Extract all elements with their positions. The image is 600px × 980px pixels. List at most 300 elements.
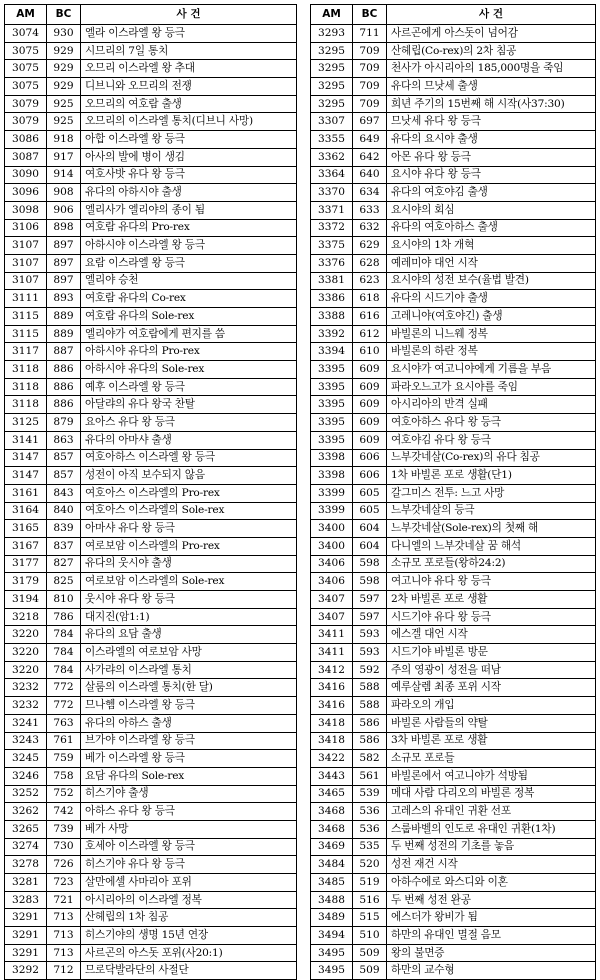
table-row xyxy=(5,644,297,662)
event-cell: 엘라 이스라엘 왕 등극 xyxy=(81,25,297,43)
bc-cell: 759 xyxy=(47,750,81,768)
bc-cell: 713 xyxy=(47,909,81,927)
bc-cell: 628 xyxy=(353,254,387,272)
table-row xyxy=(5,378,297,396)
event-cell: 왕의 불면증 xyxy=(387,944,596,962)
bc-cell: 605 xyxy=(353,484,387,502)
table-row xyxy=(5,113,297,131)
table-header-row xyxy=(311,5,596,25)
table-row xyxy=(311,697,596,715)
event-column-header: 사 건 xyxy=(81,5,297,25)
table-row xyxy=(311,520,596,538)
event-cell: 에스겔 대언 시작 xyxy=(387,626,596,644)
event-cell: 여호아하스 이스라엘 왕 등극 xyxy=(81,449,297,467)
bc-cell: 742 xyxy=(47,803,81,821)
am-cell: 3407 xyxy=(311,591,353,609)
bc-cell: 510 xyxy=(353,927,387,945)
event-cell: 다니엘의 느부갓네살 꿈 해석 xyxy=(387,537,596,555)
am-cell: 3407 xyxy=(311,608,353,626)
table-row xyxy=(5,891,297,909)
bc-column-header: BC xyxy=(353,5,387,25)
event-cell: 히스기야 출생 xyxy=(81,785,297,803)
bc-cell: 515 xyxy=(353,909,387,927)
event-cell: 시드기야 바빌론 방문 xyxy=(387,644,596,662)
table-row xyxy=(311,573,596,591)
bc-cell: 582 xyxy=(353,750,387,768)
am-cell: 3291 xyxy=(5,909,47,927)
table-row xyxy=(311,537,596,555)
event-cell: 산헤립의 1차 침공 xyxy=(81,909,297,927)
am-cell: 3111 xyxy=(5,290,47,308)
am-cell: 3411 xyxy=(311,644,353,662)
am-cell: 3107 xyxy=(5,254,47,272)
bc-cell: 609 xyxy=(353,396,387,414)
bc-cell: 711 xyxy=(353,25,387,43)
am-cell: 3362 xyxy=(311,148,353,166)
table-row xyxy=(5,502,297,520)
table-row xyxy=(5,201,297,219)
am-cell: 3495 xyxy=(311,944,353,962)
am-cell: 3220 xyxy=(5,661,47,679)
am-cell: 3220 xyxy=(5,626,47,644)
bc-cell: 606 xyxy=(353,467,387,485)
event-cell: 성전이 아직 보수되지 않음 xyxy=(81,467,297,485)
bc-cell: 536 xyxy=(353,803,387,821)
table-row xyxy=(311,201,596,219)
left-chronology-table xyxy=(4,4,297,980)
event-cell: 고레스의 유대인 귀환 선포 xyxy=(387,803,596,821)
event-cell: 에스더가 왕비가 됨 xyxy=(387,909,596,927)
am-cell: 3164 xyxy=(5,502,47,520)
am-cell: 3218 xyxy=(5,608,47,626)
bc-cell: 925 xyxy=(47,95,81,113)
event-cell: 여고니야 유다 왕 등극 xyxy=(387,573,596,591)
am-cell: 3232 xyxy=(5,679,47,697)
bc-cell: 721 xyxy=(47,891,81,909)
table-row xyxy=(5,237,297,255)
table-row xyxy=(311,803,596,821)
table-row xyxy=(5,131,297,149)
bc-cell: 929 xyxy=(47,42,81,60)
bc-cell: 633 xyxy=(353,201,387,219)
am-cell: 3376 xyxy=(311,254,353,272)
event-cell: 유다의 아하스 출생 xyxy=(81,714,297,732)
bc-cell: 593 xyxy=(353,644,387,662)
table-row xyxy=(311,95,596,113)
event-cell: 여호아하스 유다 왕 등극 xyxy=(387,414,596,432)
bc-cell: 709 xyxy=(353,42,387,60)
table-row xyxy=(311,131,596,149)
bc-cell: 649 xyxy=(353,131,387,149)
table-row xyxy=(311,290,596,308)
bc-cell: 609 xyxy=(353,361,387,379)
table-row xyxy=(311,237,596,255)
event-cell: 엘리야가 여호람에게 편지를 씀 xyxy=(81,325,297,343)
bc-cell: 606 xyxy=(353,449,387,467)
am-cell: 3406 xyxy=(311,555,353,573)
am-cell: 3364 xyxy=(311,166,353,184)
event-cell: 아달랴의 유다 왕국 찬탈 xyxy=(81,396,297,414)
table-row xyxy=(5,573,297,591)
table-row xyxy=(5,856,297,874)
event-cell: 오므리 이스라엘 왕 추대 xyxy=(81,60,297,78)
table-row xyxy=(5,361,297,379)
table-row xyxy=(5,467,297,485)
table-row xyxy=(311,219,596,237)
am-cell: 3079 xyxy=(5,113,47,131)
table-row xyxy=(5,838,297,856)
bc-cell: 586 xyxy=(353,732,387,750)
bc-cell: 629 xyxy=(353,237,387,255)
event-cell: 유다의 아하시야 출생 xyxy=(81,184,297,202)
am-cell: 3265 xyxy=(5,820,47,838)
bc-cell: 509 xyxy=(353,962,387,980)
am-cell: 3411 xyxy=(311,626,353,644)
event-cell: 살만에셀 사마리아 포위 xyxy=(81,874,297,892)
event-cell: 두 번째 성전의 기초를 놓음 xyxy=(387,838,596,856)
bc-cell: 893 xyxy=(47,290,81,308)
table-row xyxy=(5,714,297,732)
event-cell: 아하시야 이스라엘 왕 등극 xyxy=(81,237,297,255)
table-row xyxy=(5,537,297,555)
table-row xyxy=(311,42,596,60)
bc-cell: 730 xyxy=(47,838,81,856)
event-cell: 고레니야(여호야긴) 출생 xyxy=(387,308,596,326)
bc-cell: 929 xyxy=(47,60,81,78)
event-cell: 바빌론 사람들의 약탈 xyxy=(387,714,596,732)
am-cell: 3147 xyxy=(5,449,47,467)
am-cell: 3087 xyxy=(5,148,47,166)
event-cell: 느부갓네살(Co-rex)의 유다 침공 xyxy=(387,449,596,467)
event-cell: 요아스 유다 왕 등극 xyxy=(81,414,297,432)
bc-cell: 839 xyxy=(47,520,81,538)
bc-cell: 604 xyxy=(353,520,387,538)
bc-cell: 612 xyxy=(353,325,387,343)
bc-cell: 592 xyxy=(353,661,387,679)
table-row xyxy=(5,962,297,980)
event-cell: 므로닥발라단의 사절단 xyxy=(81,962,297,980)
am-cell: 3246 xyxy=(5,767,47,785)
table-row xyxy=(311,626,596,644)
event-cell: 두 번째 성전 완공 xyxy=(387,891,596,909)
table-row xyxy=(5,308,297,326)
am-cell: 3115 xyxy=(5,308,47,326)
am-cell: 3118 xyxy=(5,396,47,414)
bc-cell: 516 xyxy=(353,891,387,909)
am-cell: 3394 xyxy=(311,343,353,361)
event-cell: 요시야의 성전 보수(율법 발견) xyxy=(387,272,596,290)
event-cell: 파라오의 개입 xyxy=(387,697,596,715)
am-cell: 3381 xyxy=(311,272,353,290)
bc-cell: 609 xyxy=(353,378,387,396)
am-cell: 3295 xyxy=(311,42,353,60)
table-row xyxy=(311,78,596,96)
event-cell: 여호아스 이스라엘의 Sole-rex xyxy=(81,502,297,520)
am-cell: 3075 xyxy=(5,42,47,60)
am-cell: 3283 xyxy=(5,891,47,909)
table-row xyxy=(5,803,297,821)
table-row xyxy=(311,644,596,662)
am-cell: 3274 xyxy=(5,838,47,856)
am-cell: 3400 xyxy=(311,520,353,538)
table-row xyxy=(5,767,297,785)
table-row xyxy=(311,148,596,166)
event-cell: 요시야 유다 왕 등극 xyxy=(387,166,596,184)
am-cell: 3194 xyxy=(5,591,47,609)
table-row xyxy=(311,838,596,856)
event-cell: 스룹바벨의 인도로 유대인 귀환(1차) xyxy=(387,820,596,838)
event-cell: 느부갓네살(Sole-rex)의 첫째 해 xyxy=(387,520,596,538)
table-row xyxy=(311,820,596,838)
am-cell: 3392 xyxy=(311,325,353,343)
table-row xyxy=(5,626,297,644)
bc-cell: 837 xyxy=(47,537,81,555)
bc-cell: 588 xyxy=(353,679,387,697)
event-cell: 디브니와 오므리의 전쟁 xyxy=(81,78,297,96)
event-cell: 유다의 웃시야 출생 xyxy=(81,555,297,573)
am-cell: 3395 xyxy=(311,396,353,414)
event-cell: 오므리의 여호람 출생 xyxy=(81,95,297,113)
table-row xyxy=(311,484,596,502)
bc-cell: 840 xyxy=(47,502,81,520)
table-row xyxy=(5,78,297,96)
am-cell: 3177 xyxy=(5,555,47,573)
table-row xyxy=(5,679,297,697)
am-cell: 3418 xyxy=(311,714,353,732)
event-cell: 여호람 유다의 Pro-rex xyxy=(81,219,297,237)
event-cell: 사르곤에게 아스돗이 넘어감 xyxy=(387,25,596,43)
event-cell: 웃시야 유다 왕 등극 xyxy=(81,591,297,609)
table-row xyxy=(5,449,297,467)
table-row xyxy=(311,449,596,467)
event-cell: 여호람 유다의 Sole-rex xyxy=(81,308,297,326)
table-row xyxy=(5,697,297,715)
table-row xyxy=(5,325,297,343)
am-cell: 3399 xyxy=(311,484,353,502)
event-cell: 예루살렘 최종 포위 시작 xyxy=(387,679,596,697)
table-row xyxy=(5,396,297,414)
event-cell: 유다의 아마샤 출생 xyxy=(81,431,297,449)
am-cell: 3292 xyxy=(5,962,47,980)
am-column-header: AM xyxy=(311,5,353,25)
am-cell: 3165 xyxy=(5,520,47,538)
am-cell: 3074 xyxy=(5,25,47,43)
bc-cell: 618 xyxy=(353,290,387,308)
table-row xyxy=(311,343,596,361)
table-row xyxy=(5,661,297,679)
am-cell: 3115 xyxy=(5,325,47,343)
table-row xyxy=(5,820,297,838)
table-row xyxy=(311,608,596,626)
bc-cell: 713 xyxy=(47,927,81,945)
event-cell: 아하수에로 와스디와 이혼 xyxy=(387,874,596,892)
table-row xyxy=(311,60,596,78)
table-header-row xyxy=(5,5,297,25)
am-cell: 3398 xyxy=(311,449,353,467)
event-cell: 유다의 여호야김 출생 xyxy=(387,184,596,202)
event-cell: 메대 사람 다리오의 바빌론 정복 xyxy=(387,785,596,803)
am-cell: 3232 xyxy=(5,697,47,715)
am-cell: 3075 xyxy=(5,78,47,96)
am-cell: 3161 xyxy=(5,484,47,502)
am-cell: 3355 xyxy=(311,131,353,149)
table-row xyxy=(311,361,596,379)
table-row xyxy=(311,378,596,396)
bc-cell: 906 xyxy=(47,201,81,219)
am-cell: 3386 xyxy=(311,290,353,308)
bc-cell: 897 xyxy=(47,272,81,290)
table-row xyxy=(5,272,297,290)
table-row xyxy=(5,343,297,361)
am-cell: 3399 xyxy=(311,502,353,520)
am-cell: 3468 xyxy=(311,803,353,821)
event-cell: 아합 이스라엘 왕 등극 xyxy=(81,131,297,149)
event-cell: 아시리아의 반격 실패 xyxy=(387,396,596,414)
bc-cell: 605 xyxy=(353,502,387,520)
event-cell: 베가 사망 xyxy=(81,820,297,838)
table-row xyxy=(311,962,596,980)
bc-cell: 739 xyxy=(47,820,81,838)
bc-cell: 586 xyxy=(353,714,387,732)
am-cell: 3485 xyxy=(311,874,353,892)
event-cell: 산헤립(Co-rex)의 2차 침공 xyxy=(387,42,596,60)
event-cell: 아시리아의 이스라엘 정복 xyxy=(81,891,297,909)
am-cell: 3395 xyxy=(311,414,353,432)
am-cell: 3079 xyxy=(5,95,47,113)
bc-cell: 897 xyxy=(47,237,81,255)
bc-cell: 784 xyxy=(47,626,81,644)
am-cell: 3245 xyxy=(5,750,47,768)
event-cell: 엘리야 승천 xyxy=(81,272,297,290)
bc-cell: 827 xyxy=(47,555,81,573)
am-cell: 3262 xyxy=(5,803,47,821)
am-cell: 3118 xyxy=(5,361,47,379)
am-cell: 3220 xyxy=(5,644,47,662)
am-cell: 3252 xyxy=(5,785,47,803)
am-cell: 3117 xyxy=(5,343,47,361)
table-row xyxy=(5,608,297,626)
bc-cell: 917 xyxy=(47,148,81,166)
bc-cell: 539 xyxy=(353,785,387,803)
am-cell: 3488 xyxy=(311,891,353,909)
am-cell: 3395 xyxy=(311,361,353,379)
bc-cell: 930 xyxy=(47,25,81,43)
event-cell: 요시야가 여고니야에게 기름을 부음 xyxy=(387,361,596,379)
bc-cell: 709 xyxy=(353,95,387,113)
event-cell: 희년 주기의 15번째 해 시작(사37:30) xyxy=(387,95,596,113)
bc-cell: 535 xyxy=(353,838,387,856)
table-row xyxy=(311,944,596,962)
bc-cell: 597 xyxy=(353,608,387,626)
bc-cell: 887 xyxy=(47,343,81,361)
table-row xyxy=(311,502,596,520)
bc-cell: 712 xyxy=(47,962,81,980)
am-cell: 3241 xyxy=(5,714,47,732)
am-cell: 3281 xyxy=(5,874,47,892)
event-cell: 브가야 이스라엘 왕 등극 xyxy=(81,732,297,750)
am-cell: 3295 xyxy=(311,95,353,113)
am-cell: 3406 xyxy=(311,573,353,591)
event-cell: 대지진(암1:1) xyxy=(81,608,297,626)
am-cell: 3375 xyxy=(311,237,353,255)
table-row xyxy=(311,414,596,432)
bc-cell: 889 xyxy=(47,308,81,326)
bc-cell: 640 xyxy=(353,166,387,184)
event-cell: 유다의 요시야 출생 xyxy=(387,131,596,149)
am-cell: 3495 xyxy=(311,962,353,980)
event-cell: 유다의 요담 출생 xyxy=(81,626,297,644)
bc-cell: 634 xyxy=(353,184,387,202)
event-cell: 성전 재건 시작 xyxy=(387,856,596,874)
am-cell: 3484 xyxy=(311,856,353,874)
bc-cell: 709 xyxy=(353,78,387,96)
am-cell: 3293 xyxy=(311,25,353,43)
event-cell: 시드기야 유다 왕 등극 xyxy=(387,608,596,626)
table-row xyxy=(5,148,297,166)
am-cell: 3086 xyxy=(5,131,47,149)
am-column-header: AM xyxy=(5,5,47,25)
table-row xyxy=(311,166,596,184)
table-row xyxy=(311,591,596,609)
table-row xyxy=(5,414,297,432)
am-cell: 3372 xyxy=(311,219,353,237)
am-cell: 3167 xyxy=(5,537,47,555)
event-cell: 소규모 포로들 xyxy=(387,750,596,768)
am-cell: 3098 xyxy=(5,201,47,219)
table-row xyxy=(5,750,297,768)
event-cell: 요담 유다의 Sole-rex xyxy=(81,767,297,785)
event-cell: 여로보암 이스라엘의 Sole-rex xyxy=(81,573,297,591)
bc-cell: 889 xyxy=(47,325,81,343)
bc-cell: 536 xyxy=(353,820,387,838)
bc-cell: 918 xyxy=(47,131,81,149)
event-cell: 므낫세 유다 왕 등극 xyxy=(387,113,596,131)
bc-cell: 925 xyxy=(47,113,81,131)
bc-cell: 697 xyxy=(353,113,387,131)
bc-cell: 784 xyxy=(47,661,81,679)
am-cell: 3412 xyxy=(311,661,353,679)
bc-cell: 752 xyxy=(47,785,81,803)
table-row xyxy=(311,927,596,945)
bc-cell: 772 xyxy=(47,679,81,697)
table-row xyxy=(5,520,297,538)
event-cell: 아하시야 유다의 Pro-rex xyxy=(81,343,297,361)
bc-cell: 509 xyxy=(353,944,387,962)
bc-cell: 886 xyxy=(47,396,81,414)
table-row xyxy=(311,396,596,414)
event-cell: 요시야의 회심 xyxy=(387,201,596,219)
event-cell: 히스기야의 생명 15년 연장 xyxy=(81,927,297,945)
table-row xyxy=(5,95,297,113)
am-cell: 3395 xyxy=(311,431,353,449)
bc-cell: 758 xyxy=(47,767,81,785)
am-cell: 3118 xyxy=(5,378,47,396)
bc-cell: 863 xyxy=(47,431,81,449)
table-row xyxy=(311,679,596,697)
event-cell: 유다의 시드기야 출생 xyxy=(387,290,596,308)
am-cell: 3291 xyxy=(5,944,47,962)
am-cell: 3465 xyxy=(311,785,353,803)
event-cell: 예후 이스라엘 왕 등극 xyxy=(81,378,297,396)
event-cell: 여로보암 이스라엘의 Pro-rex xyxy=(81,537,297,555)
bc-cell: 726 xyxy=(47,856,81,874)
bc-cell: 709 xyxy=(353,60,387,78)
event-cell: 사가랴의 이스라엘 통치 xyxy=(81,661,297,679)
am-cell: 3418 xyxy=(311,732,353,750)
event-cell: 바빌론의 하란 정복 xyxy=(387,343,596,361)
bc-cell: 857 xyxy=(47,449,81,467)
table-row xyxy=(5,785,297,803)
